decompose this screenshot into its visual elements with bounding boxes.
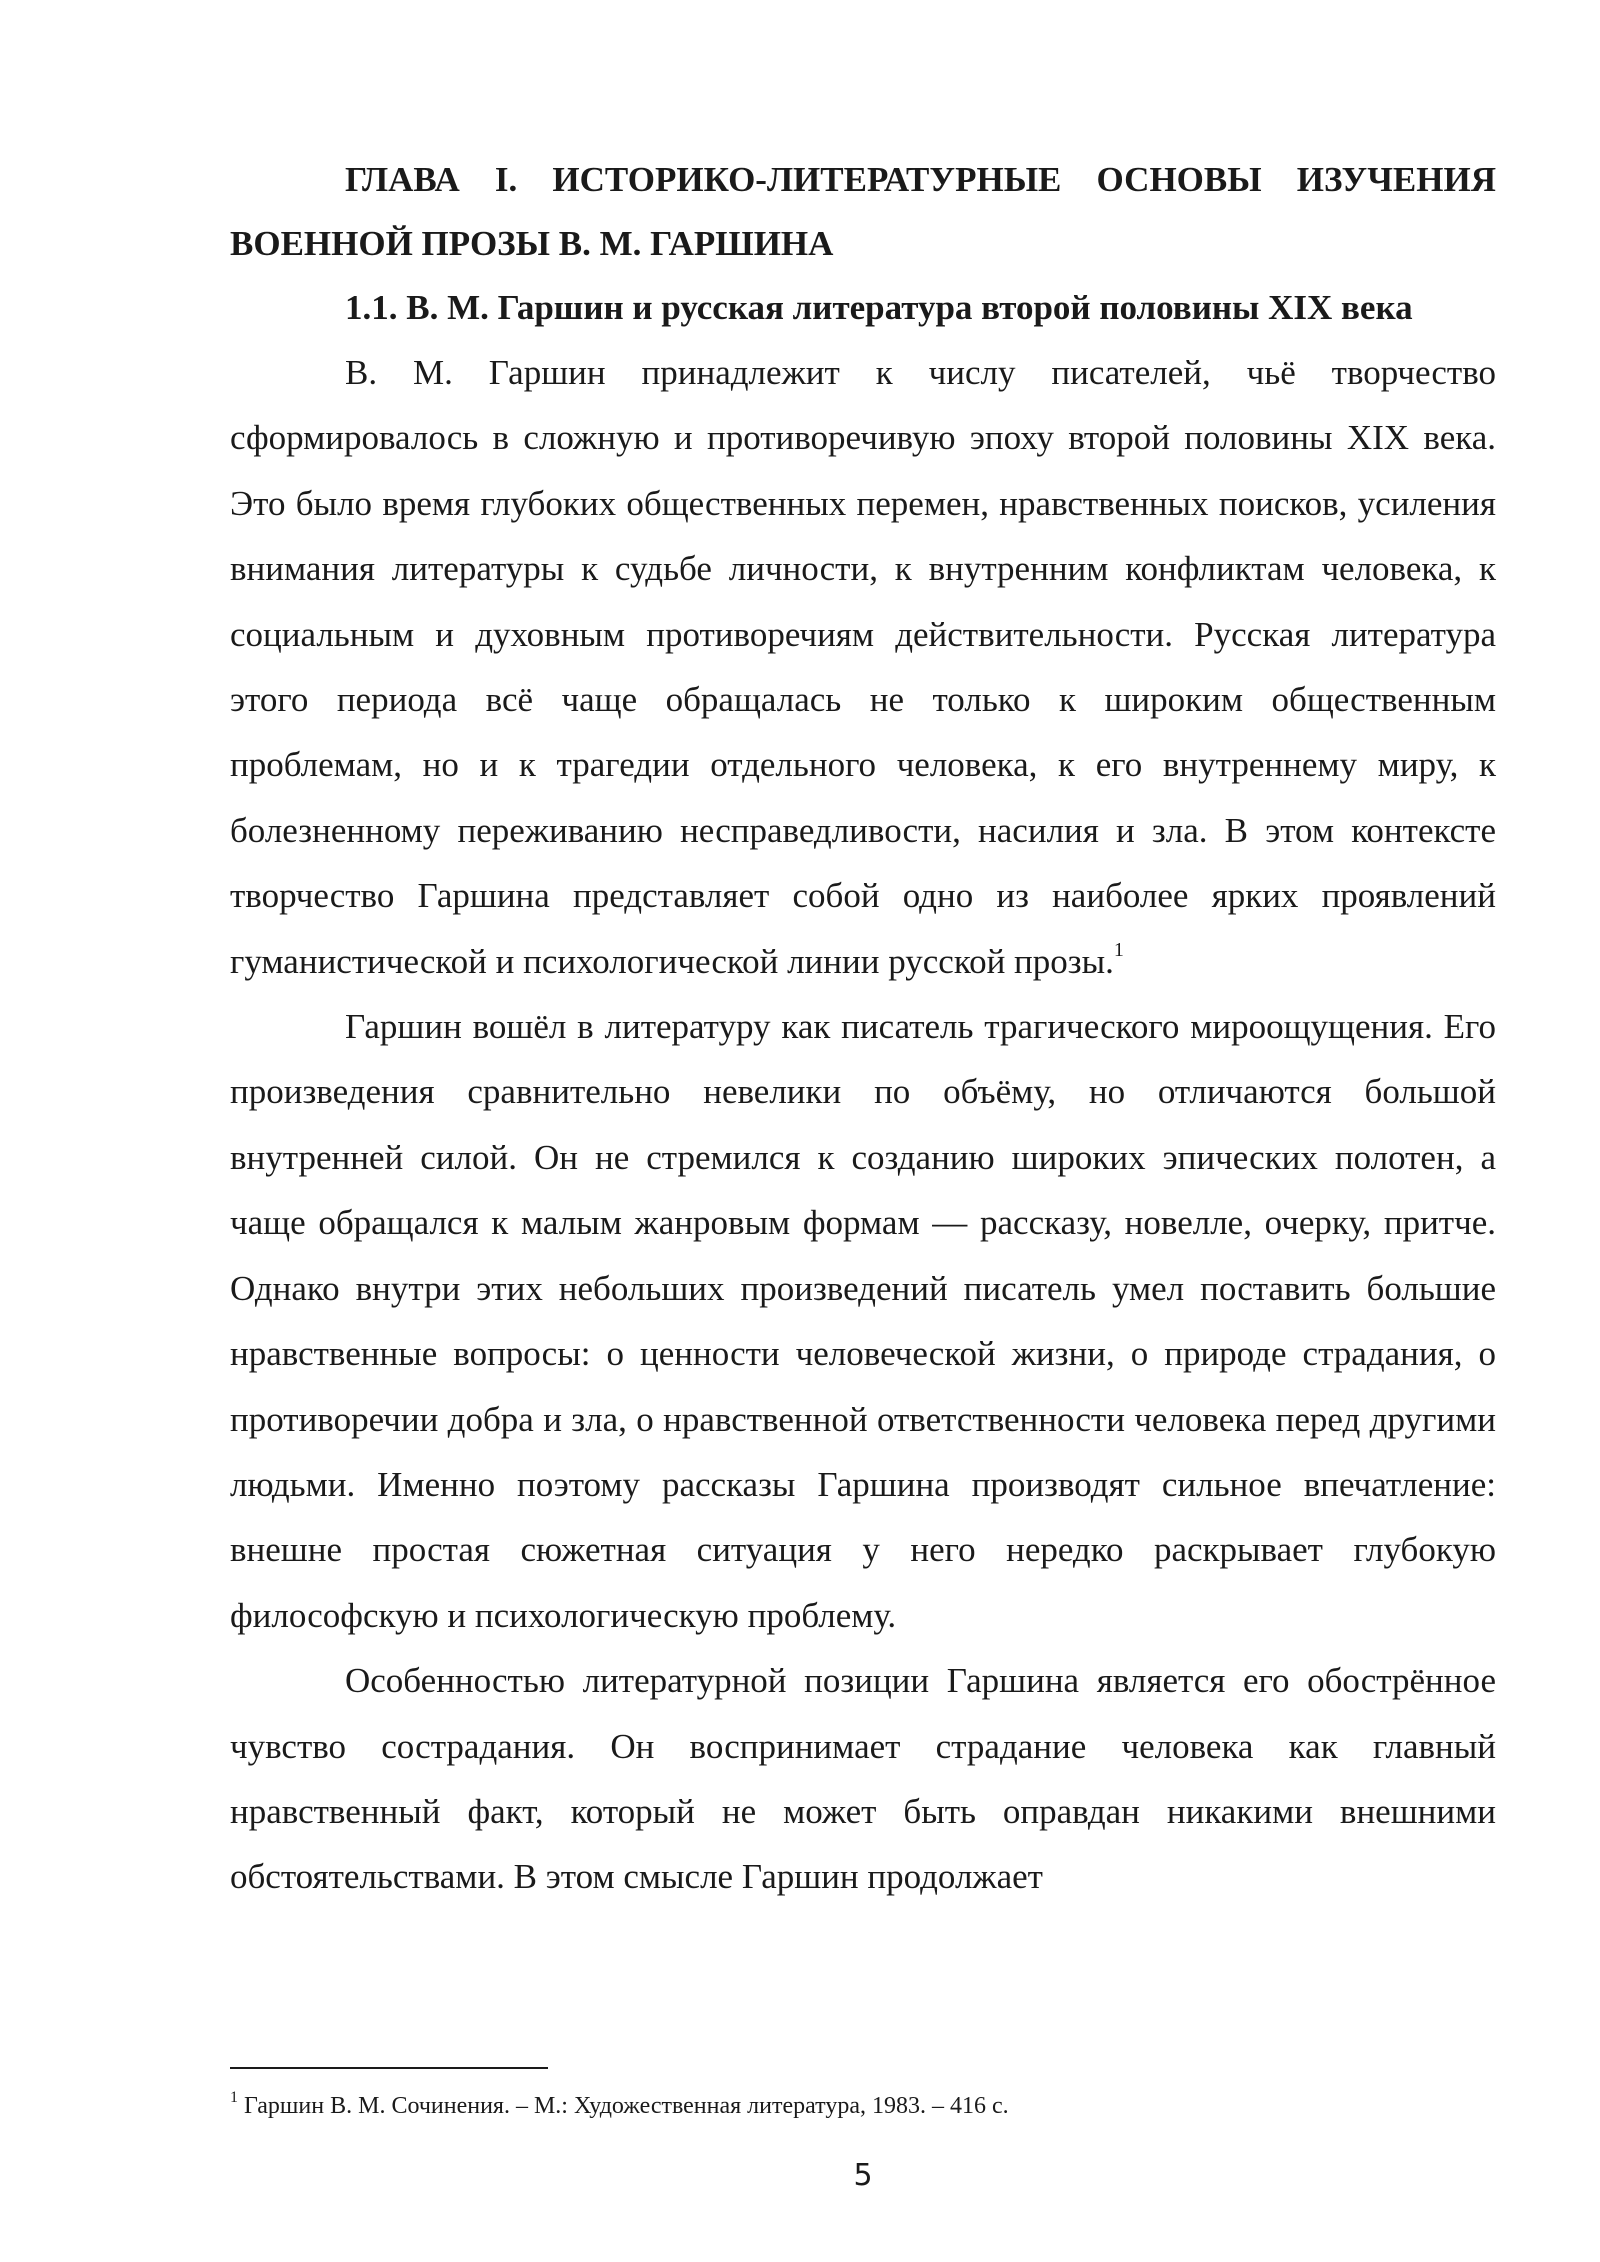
footnote-reference[interactable]: 1 xyxy=(1113,939,1124,961)
heading-block xyxy=(230,148,1496,340)
section-title: 1.1. В. М. Гаршин и русская литература второй половины XIX века xyxy=(345,288,1413,327)
page-number: 5 xyxy=(853,2158,873,2193)
body-text xyxy=(230,340,1496,1910)
chapter-title: ГЛАВА I. ИСТОРИКО-ЛИТЕРАТУРНЫЕ ОСНОВЫ ИЗУЧЕНИЯ ВОЕННОЙ ПРОЗЫ В. М. ГАРШИНА xyxy=(230,160,1496,263)
paragraph-3: Особенностью литературной позиции Гаршина является его обострённое чувство сострадания. Он воспринимает страдание человека как главный нравственный факт, который не может быть оправдан никакими внешними обстоятельствами. В этом смысле Гаршин продолжает xyxy=(230,1661,1496,1897)
footnote-separator xyxy=(230,2067,548,2069)
paragraph-1 xyxy=(230,340,1496,994)
document-page xyxy=(230,0,1496,2262)
paragraph-2: Гаршин вошёл в литературу как писатель трагического мироощущения. Его произведения сравнительно невелики по объёму, но отличаются большой внутренней силой. Он не стремился к созданию широких эпических полотен, а чаще обращался к малым жанровым формам — рассказу, новелле, очерку, притче. Однако внутри этих небольших произведений писатель умел поставить большие нравственные вопросы: о ценности человеческой жизни, о природе страдания, о противоречии добра и зла, о нравственной ответственности человека перед другими людьми. Именно поэтому рассказы Гаршина производят сильное впечатление: внешне простая сюжетная ситуация у него нередко раскрывает глубокую философскую и психологическую проблему. xyxy=(230,1007,1496,1635)
footnote xyxy=(230,2082,1496,2124)
footnote-marker: 1 xyxy=(230,2089,238,2106)
paragraph-1-text: В. М. Гаршин принадлежит к числу писателей, чьё творчество сформировалось в сложную и противоречивую эпоху второй половины XIX века. Это было время глубоких общественных перемен, нравственных поисков, усиления внимания литературы к судьбе личности, к внутренним конфликтам человека, к социальным и духовным противоречиям действительности. Русская литература этого периода всё чаще обращалась не только к широким общественным проблемам, но и к трагедии отдельного человека, к его внутреннему миру, к болезненному переживанию несправедливости, насилия и зла. В этом контексте творчество Гаршина представляет собой одно из наиболее ярких проявлений гуманистической и психологической линии русской прозы. xyxy=(230,353,1496,981)
footnote-text: Гаршин В. М. Сочинения. – М.: Художественная литература, 1983. – 416 с. xyxy=(244,2093,1009,2119)
